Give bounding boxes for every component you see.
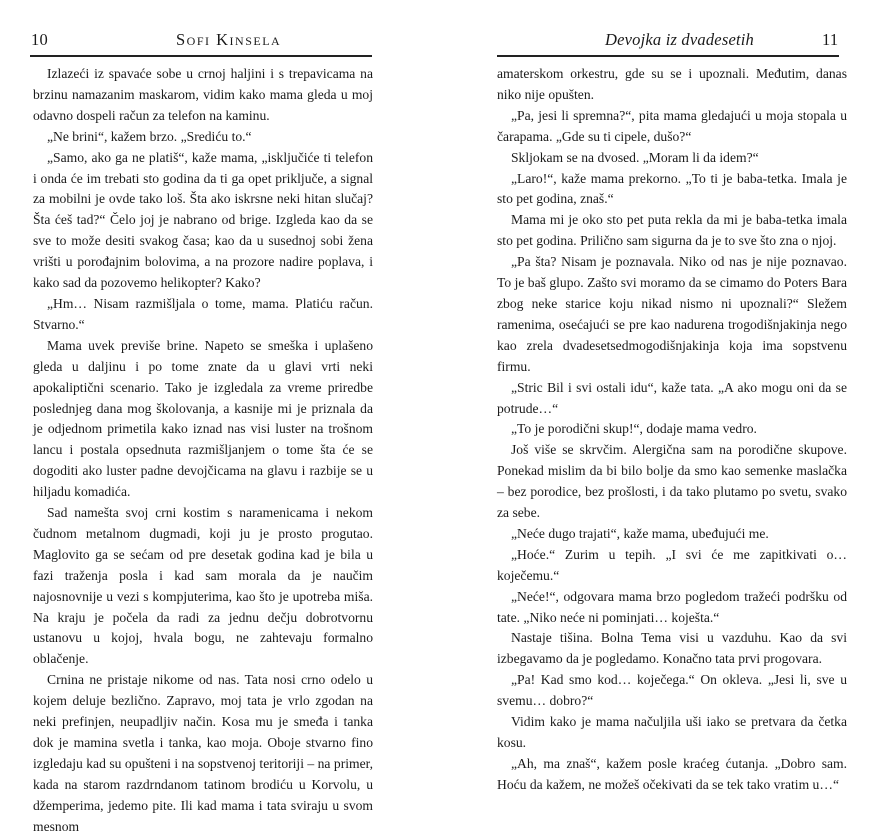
paragraph: Skljokam se na dvosed. „Moram li da idem?“: [511, 149, 759, 165]
paragraph: „Hoće.“ Zurim u tepih. „I svi će me zapitkivati o… koječemu.“: [497, 546, 847, 583]
paragraph: amaterskom orkestru, gde su se i upoznali. Međutim, danas niko nije opušten.: [497, 66, 847, 102]
paragraph: Mama mi je oko sto pet puta rekla da mi je baba-tetka imala sto pet godina. Prilično sam sigurna da je to sve što zna o njoj.: [497, 212, 847, 249]
paragraph: Mama uvek previše brine. Napeto se smeška i uplašeno gleda u daljinu i po tome znate da u glavi vrti neki apokaliptični scenario. Tako je izgledala za vreme priredbe poslednjeg dana mog školovanja, a kasnije mi je priznala da je odjednom primetila kako iznad nas visi luster na trošnom lancu i postala opsednuta razmišljanjem o tome šta će se dogoditi ako luster padne devojčicama na glavu i razbije se u hiljadu komadića.: [33, 337, 373, 500]
paragraph: „Pa šta? Nisam je poznavala. Niko od nas je nije poznavao. To je baš glupo. Zašto svi moramo da se cimamo do Poters Bara zbog neke starice koju nikad nismo ni upoznali?“ Sležem ramenima, osećajući se pre kao nadurena trogodišnjakinja nego kao zrela dvadesetsedmogodišnjakinja koja ima sopstvenu firmu.: [497, 254, 847, 374]
paragraph: Sad namešta svoj crni kostim s naramenicama i nekom čudnom metalnom dugmadi, koji ju je prosto progutao. Maglovito ga se sećam od pre desetak godina kad je bila u fazi traženja posla i kad sam morala da je naučim najosnovnije u vezi s kompjuterima, kao što je upotreba miša. Na kraju je počela da radi za jednu dečju dobrotvornu ustanovu u kojoj, hvala bogu, ne zahtevaju formalno oblačenje.: [33, 505, 373, 667]
paragraph: „To je porodični skup!“, dodaje mama vedro.: [511, 421, 757, 437]
paragraph: „Pa! Kad smo kod… koječega.“ On okleva. „Jesi li, sve u svemu… dobro?“: [497, 672, 847, 709]
paragraph: „Hm… Nisam razmišljala o tome, mama. Platiću račun. Stvarno.“: [33, 295, 373, 332]
paragraph: Vidim kako je mama načuljila uši iako se pretvara da četka kosu.: [497, 714, 847, 750]
paragraph: „Laro!“, kaže mama prekorno. „To ti je baba-tetka. Imala je sto pet godina, znaš.“: [497, 170, 847, 207]
header-rule: [497, 55, 839, 57]
header-rule: [30, 55, 372, 57]
paragraph: „Neće dugo trajati“, kaže mama, ubeđujući me.: [511, 525, 769, 541]
paragraph: „Ne brini“, kažem brzo. „Srediću to.“: [47, 128, 252, 144]
paragraph: „Ah, ma znaš“, kažem posle kraćeg ćutanja. „Dobro sam. Hoću da kažem, ne možeš očekivati da se tek tako vratim u…“: [497, 755, 847, 792]
paragraph: Izlazeći iz spavaće sobe u crnoj haljini i s trepavicama na brzinu namazanim maskarom, vidim kako mama gleda u moj odavno dospeli račun za telefon na kaminu.: [33, 66, 373, 123]
paragraph: „Stric Bil i svi ostali idu“, kaže tata. „A ako mogu oni da se potrude…“: [497, 379, 847, 416]
right-page: [442, 0, 884, 792]
page-number: 11: [822, 30, 839, 49]
paragraph: Nastaje tišina. Bolna Tema visi u vazduhu. Kao da svi izbegavamo da je pogledamo. Konačno tata prvi progovara.: [497, 630, 847, 667]
paragraph: Još više se skrvčim. Alergična sam na porodične skupove. Ponekad mislim da bi bilo bolje da smo kao semenke maslačka – bez porodice, bez prošlosti, i da tako plutamo po svetu, svako za sebe.: [497, 442, 847, 521]
page-number: 10: [31, 30, 48, 49]
paragraph: „Pa, jesi li spremna?“, pita mama gledajući u moja stopala u čarapama. „Gde su ti cipele, dušo?“: [497, 107, 847, 144]
body-text: [33, 64, 373, 838]
paragraph: „Samo, ako ga ne platiš“, kaže mama, „isključiće ti telefon i onda će im trebati sto godina da ti ga opet priključe, a signal za mobilni je ovde tako loš. Šta ako iskrsne neki hitan slučaj? Šta ćeš tad?“ Čelo joj je nabrano od brige. Izgleda kao da se sve to može desiti svakog časa; kao da u susednoj sobi žena vrišti u porođajnim bolovima, a na prozore nadire poplava, i kako sad da pozovemo helikopter? Kako?: [33, 149, 373, 291]
paragraph: Crnina ne pristaje nikome od nas. Tata nosi crno odelo u kojem deluje bezlično. Zapravo, moj tata je vrlo zgodan na neki prefinjen, neupadljiv način. Kosa mu je smeđa i tanka dok je mamina svetla i tanka, kao moja. Oboje stvarno fino izgledaju kad su opušteni i na sopstvenoj teritoriji – na primer, kada na starom razdrndanom tatinom brodiću u Korvolu, u džemperima, jedemo pite. Ili kad mama i tata sviraju u svom mesnom: [33, 672, 373, 834]
left-page: [0, 0, 442, 834]
running-head: Sofi Kinsela: [176, 30, 282, 49]
paragraph: „Neće!“, odgovara mama brzo pogledom tražeći podršku od tate. „Niko neće ni pominjati… koješta.“: [497, 588, 847, 625]
running-head: Devojka iz dvadesetih: [605, 30, 754, 49]
body-text: [497, 64, 847, 796]
